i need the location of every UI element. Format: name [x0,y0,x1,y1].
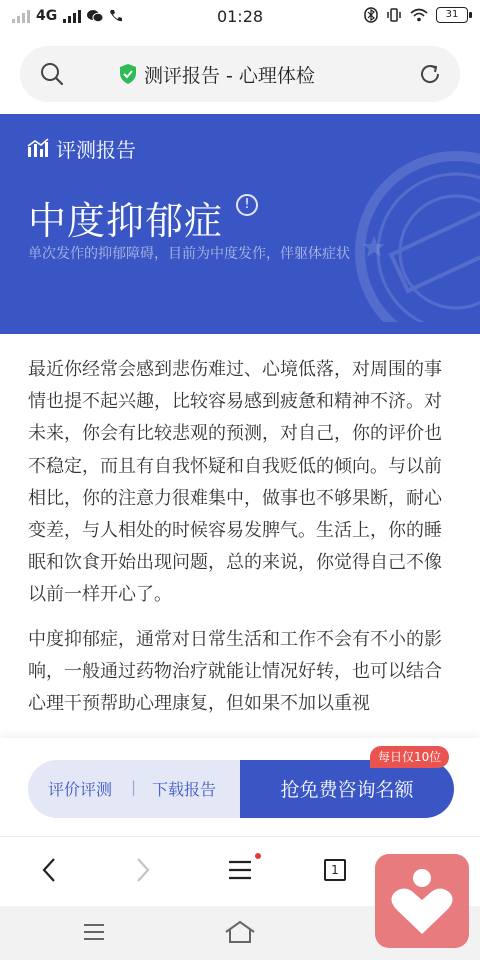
report-banner [0,114,480,334]
wifi-icon [410,8,428,22]
report-label: 评测报告 [56,138,136,162]
report-paragraph: 最近你经常会感到悲伤难过、心境低落，对周围的事情也提不起兴趣，比较容易感到疲惫和精神不济。对未来，你会有比较悲观的预测，对自己，你的评价也不稳定，而且有自我怀疑和自我贬低的倾向。与以前相比，你的注意力很难集中，做事也不够果断，耐心变差，与人相处的时候容易发脾气。生活上，你的睡眠和饮食开始出现问题，总的来说，你觉得自己不像以前一样开心了。 [28,359,442,606]
secondary-actions [28,760,268,818]
network-type: 4G [36,8,58,24]
download-report-button[interactable]: 下载报告 [152,780,217,799]
status-right [364,7,468,23]
reload-icon[interactable] [418,62,442,86]
secure-shield-icon [118,63,138,85]
address-bar[interactable] [20,46,460,102]
action-bar [0,738,480,836]
report-paragraph: 中度抑郁症，通常对日常生活和工作不会有不小的影响，一般通过药物治疗就能让情况好转，也可以结合心理干预帮助心理康复，但如果不加以重视 [28,628,442,715]
search-icon[interactable] [40,62,64,86]
report-content [0,334,480,740]
heart-person-icon [375,854,469,948]
address-bar-container [0,34,480,114]
bluetooth-icon [364,7,378,23]
vibrate-icon [386,7,402,23]
rate-test-button[interactable]: 评价评测 [48,780,113,799]
diagnosis-description: 单次发作的抑郁障碍，目前为中度发作，伴躯体症状 [28,246,350,262]
info-icon[interactable]: ! [236,194,258,216]
limit-badge: 每日仅10位 [370,746,449,768]
action-separator: | [131,778,137,796]
free-consultation-label: 抢免费咨询名额 [280,779,414,801]
menu-notification-dot [255,853,261,859]
home-icon[interactable] [224,920,256,944]
page-title[interactable]: 测评报告 - 心理体检 [144,65,315,87]
recent-apps-icon[interactable] [82,922,106,942]
battery-indicator: 31 [436,7,468,23]
tabs-button[interactable] [324,859,346,881]
chart-icon [27,138,49,158]
status-bar [0,0,480,34]
tab-count: 1 [331,863,339,877]
evaluation-stamp-watermark [346,132,480,322]
clock: 01:28 [216,7,264,26]
floating-assistant-button[interactable] [375,854,469,948]
free-consultation-button[interactable] [240,760,454,818]
forward-icon[interactable] [132,855,154,885]
diagnosis-title: 中度抑郁症 [28,199,224,243]
back-icon[interactable] [38,855,60,885]
menu-icon[interactable] [227,855,253,885]
